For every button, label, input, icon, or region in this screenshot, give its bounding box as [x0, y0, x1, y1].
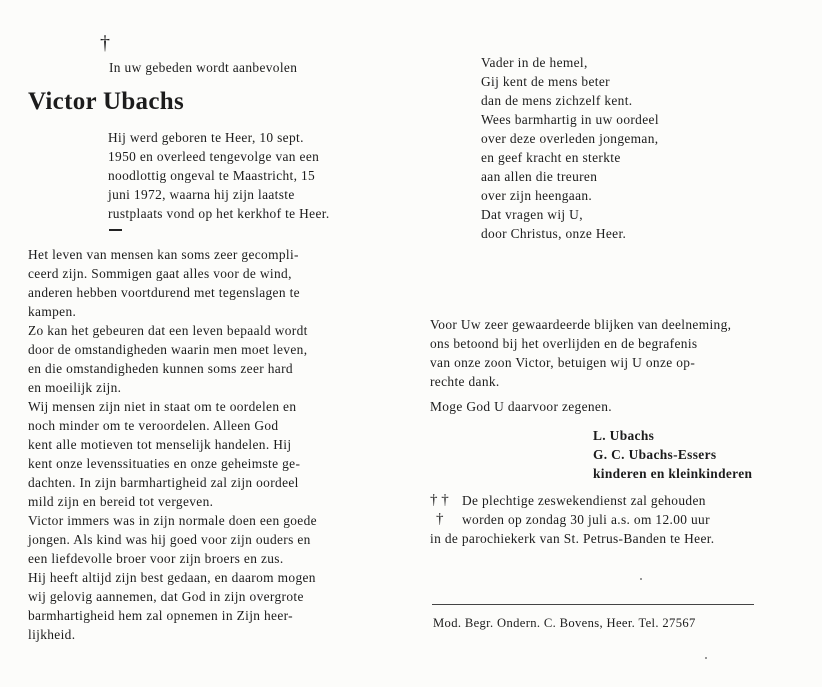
thanks-line: Voor Uw zeer gewaardeerde blijken van deelneming,	[430, 317, 732, 332]
speck	[705, 657, 707, 659]
prayer-line: aan allen die treuren	[481, 169, 598, 184]
text-line: anderen hebben voortdurend met tegenslagen te	[28, 285, 300, 300]
bio-line: juni 1972, waarna hij zijn laatste	[108, 187, 295, 202]
signature-line: kinderen en kleinkinderen	[593, 466, 753, 481]
prayer-line: dan de mens zichzelf kent.	[481, 93, 633, 108]
prayer	[481, 53, 659, 243]
text-line: en moeilijk zijn.	[28, 380, 122, 395]
signature-line: G. C. Ubachs-Essers	[593, 447, 717, 462]
footer-text: Mod. Begr. Ondern. C. Bovens, Heer. Tel. 27567	[433, 616, 696, 630]
thanks-text	[430, 315, 752, 391]
prayer-line: en geef kracht en sterkte	[481, 150, 621, 165]
prayer-line: Wees barmhartig in uw oordeel	[481, 112, 659, 127]
thanks-line: van onze zoon Victor, betuigen wij U onze op-	[430, 355, 696, 370]
text-line: wij gelovig aannemen, dat God in zijn overgrote	[28, 589, 304, 604]
text-line: Zo kan het gebeuren dat een leven bepaald wordt	[28, 323, 308, 338]
text-line: Het leven van mensen kan soms zeer gecompli-	[28, 247, 299, 262]
biography	[108, 128, 348, 223]
footer-rule	[432, 604, 754, 605]
blessing: Moge God U daarvoor zegenen.	[430, 399, 612, 414]
text-line: door de omstandigheden waarin men moet leven,	[28, 342, 308, 357]
prayer-line: Vader in de hemel,	[481, 55, 588, 70]
service-line: worden op zondag 30 juli a.s. om 12.00 uur	[462, 512, 710, 527]
text-line: jongen. Als kind was hij goed voor zijn ouders en	[28, 532, 311, 547]
text-line: noch minder om te veroordelen. Alleen God	[28, 418, 279, 433]
service-line: De plechtige zeswekendienst zal gehouden	[462, 493, 706, 508]
text-line: en die omstandigheden kunnen soms zeer hard	[28, 361, 293, 376]
text-line: Victor immers was in zijn normale doen een goede	[28, 513, 317, 528]
text-line: kampen.	[28, 304, 77, 319]
bio-line: Hij werd geboren te Heer, 10 sept.	[108, 130, 304, 145]
text-line: kent alle motieven tot menselijk handelen. Hij	[28, 437, 292, 452]
speck	[640, 578, 642, 580]
text-line: ceerd zijn. Sommigen gaat alles voor de wind,	[28, 266, 292, 281]
signatures	[593, 426, 752, 483]
prayer-line: Dat vragen wij U,	[481, 207, 583, 222]
text-line: lijkheid.	[28, 627, 76, 642]
main-text	[28, 245, 350, 644]
signature-line: L. Ubachs	[593, 428, 655, 443]
thanks-line: rechte dank.	[430, 374, 500, 389]
text-line: mild zijn en bereid tot vergeven.	[28, 494, 214, 509]
cross-icon: †	[100, 32, 110, 54]
cross-icon: †	[436, 511, 444, 527]
separator-dash	[109, 229, 122, 231]
bio-line: 1950 en overleed tengevolge van een	[108, 149, 320, 164]
prayer-line: door Christus, onze Heer.	[481, 226, 627, 241]
prayer-line: over deze overleden jongeman,	[481, 131, 659, 146]
prayer-line: Gij kent de mens beter	[481, 74, 610, 89]
text-line: kent onze levenssituaties en onze geheimste ge-	[28, 456, 301, 471]
intro-text: In uw gebeden wordt aanbevolen	[109, 60, 298, 75]
text-line: dachten. In zijn barmhartigheid zal zijn oordeel	[28, 475, 299, 490]
text-line: barmhartigheid hem zal opnemen in Zijn heer-	[28, 608, 293, 623]
thanks-line: ons betoond bij het overlijden en de begrafenis	[430, 336, 698, 351]
double-cross-icon: † †	[430, 492, 449, 508]
bio-line: rustplaats vond op het kerkhof te Heer.	[108, 206, 330, 221]
deceased-name: Victor Ubachs	[28, 88, 184, 115]
text-line: Wij mensen zijn niet in staat om te oordelen en	[28, 399, 297, 414]
service-line: in de parochiekerk van St. Petrus-Banden te Heer.	[430, 531, 715, 546]
prayer-line: over zijn heengaan.	[481, 188, 593, 203]
bio-line: noodlottig ongeval te Maastricht, 15	[108, 168, 316, 183]
text-line: Hij heeft altijd zijn best gedaan, en daarom mogen	[28, 570, 316, 585]
text-line: een liefdevolle broer voor zijn broers en zus.	[28, 551, 284, 566]
